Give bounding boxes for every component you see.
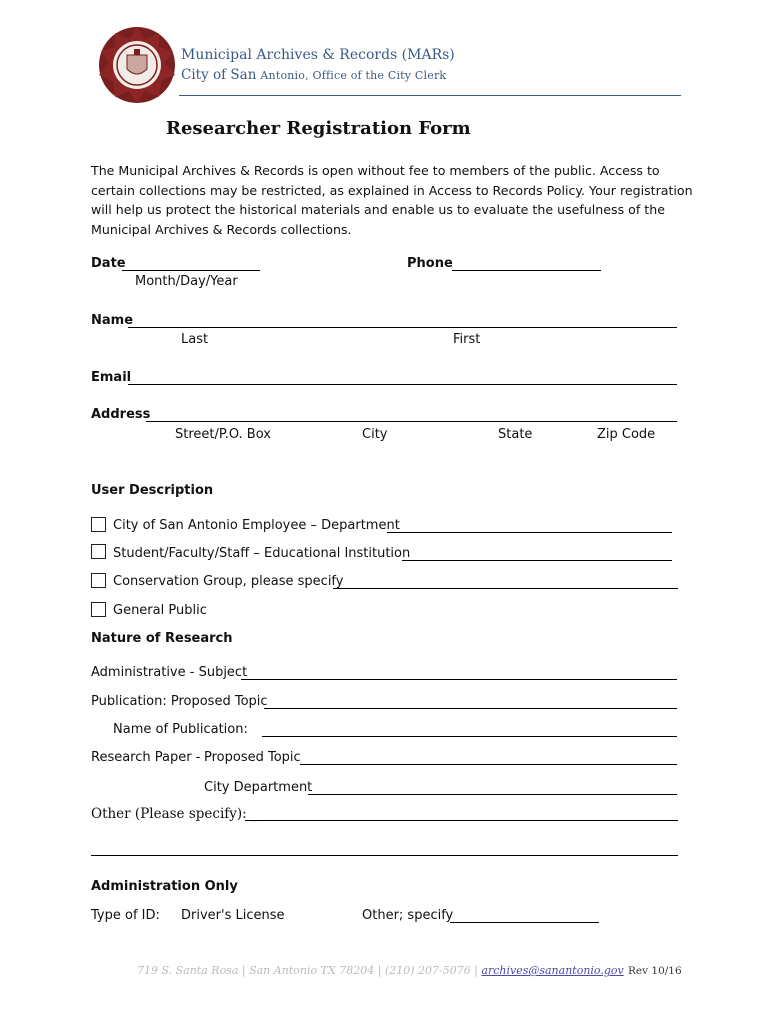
user-description-heading: User Description bbox=[91, 483, 214, 498]
address-label: Address bbox=[91, 407, 151, 422]
other-id-field[interactable] bbox=[450, 922, 599, 923]
phone-label: Phone bbox=[407, 256, 453, 271]
administrative-subject-field[interactable] bbox=[241, 679, 677, 680]
name-last-hint: Last bbox=[181, 332, 209, 347]
header-rule bbox=[179, 95, 681, 96]
city-seal-logo bbox=[97, 25, 177, 105]
city-department-label: City Department bbox=[204, 780, 313, 795]
date-hint: Month/Day/Year bbox=[135, 274, 238, 289]
address-street-hint: Street/P.O. Box bbox=[175, 427, 271, 442]
nature-of-research-heading: Nature of Research bbox=[91, 631, 233, 646]
address-city-hint: City bbox=[362, 427, 388, 442]
administrative-subject-label: Administrative - Subject bbox=[91, 665, 248, 680]
footer-contact bbox=[137, 964, 624, 977]
name-first-hint: First bbox=[453, 332, 481, 347]
revision-label: Rev 10/16 bbox=[628, 965, 682, 977]
student-checkbox[interactable] bbox=[91, 544, 106, 559]
address-state-hint: State bbox=[498, 427, 533, 442]
address-field[interactable] bbox=[146, 421, 677, 422]
email-label: Email bbox=[91, 370, 132, 385]
drivers-license-option: Driver's License bbox=[181, 908, 285, 923]
other-id-label: Other; specify bbox=[362, 908, 454, 923]
employee-checkbox[interactable] bbox=[91, 517, 106, 532]
intro-line: certain collections may be restricted, as explained in Access to Records Policy. Your registration bbox=[91, 182, 693, 198]
name-label: Name bbox=[91, 313, 134, 328]
general-public-option-label: General Public bbox=[113, 603, 207, 618]
org-name: Municipal Archives & Records (MARs) bbox=[181, 47, 455, 63]
intro-line: will help us protect the historical materials and enable us to evaluate the usefulness of the bbox=[91, 202, 665, 217]
research-paper-topic-label: Proposed Topic bbox=[204, 750, 301, 765]
publication-name-label: Name of Publication: bbox=[113, 722, 248, 737]
employee-option-label: City of San Antonio Employee – Department bbox=[113, 518, 400, 533]
student-option-label: Student/Faculty/Staff – Educational Institution bbox=[113, 546, 411, 561]
email-field[interactable] bbox=[128, 384, 677, 385]
phone-field[interactable] bbox=[452, 270, 601, 271]
other-specify-label: Other (Please specify): _ bbox=[91, 806, 258, 822]
address-zip-hint: Zip Code bbox=[597, 427, 656, 442]
research-paper-topic-field[interactable] bbox=[300, 764, 677, 765]
footer-email-link[interactable]: archives@sanantonio.gov bbox=[481, 964, 624, 977]
publication-topic-field[interactable] bbox=[264, 708, 677, 709]
intro-line: The Municipal Archives & Records is open without fee to members of the public. Access to bbox=[91, 163, 660, 178]
other-specify-continuation-field[interactable] bbox=[91, 855, 678, 856]
department-rest: Antonio, Office of the City Clerk bbox=[260, 69, 447, 82]
general-public-checkbox[interactable] bbox=[91, 602, 106, 617]
intro-paragraph bbox=[91, 161, 691, 239]
footer-address: 719 S. Santa Rosa | San Antonio TX 78204 | (210) 207-5076 | bbox=[137, 964, 478, 977]
department-line bbox=[181, 67, 446, 83]
conservation-field[interactable] bbox=[333, 588, 678, 589]
type-of-id-label: Type of ID: bbox=[91, 908, 160, 923]
city-department-field[interactable] bbox=[308, 794, 677, 795]
institution-field[interactable] bbox=[402, 560, 672, 561]
department-prefix: City of San bbox=[181, 67, 257, 83]
date-field[interactable] bbox=[122, 270, 260, 271]
form-title: Researcher Registration Form bbox=[166, 118, 471, 139]
intro-line: Municipal Archives & Records collections. bbox=[91, 221, 352, 237]
administration-only-heading: Administration Only bbox=[91, 879, 238, 894]
publication-name-field[interactable] bbox=[262, 736, 677, 737]
date-label: Date bbox=[91, 256, 126, 271]
employee-department-field[interactable] bbox=[387, 532, 672, 533]
research-paper-label: Research Paper - bbox=[91, 750, 201, 765]
name-field[interactable] bbox=[128, 327, 677, 328]
publication-topic-label: Publication: Proposed Topic bbox=[91, 694, 268, 709]
conservation-checkbox[interactable] bbox=[91, 573, 106, 588]
conservation-option-label: Conservation Group, please specify bbox=[113, 574, 344, 589]
other-specify-field[interactable] bbox=[245, 820, 678, 821]
